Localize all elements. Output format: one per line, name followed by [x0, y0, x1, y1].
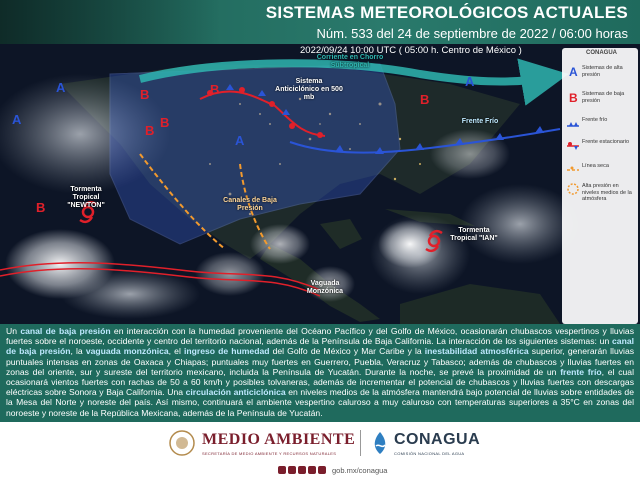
highlight: vaguada monzónica: [85, 346, 169, 357]
ian-label: Tormenta Tropical "IAN": [450, 227, 498, 242]
high-pressure-marker: A: [56, 80, 66, 95]
medio-ambiente-title: MEDIO AMBIENTE: [202, 431, 356, 448]
legend-item: Línea seca: [564, 160, 636, 186]
high-pressure-marker: A: [465, 74, 475, 89]
map-legend: [562, 48, 638, 324]
low-pressure-marker: B: [145, 123, 155, 138]
footer-divider: [360, 430, 361, 456]
weather-map: [0, 44, 640, 324]
legend-item: Frente estacionario: [564, 136, 636, 162]
low-pressure-marker: B: [140, 87, 150, 102]
low-pressure-marker: B: [160, 115, 170, 130]
low-pressure-marker: B: [420, 92, 430, 107]
low-pressure-marker: B: [210, 82, 220, 97]
anticyclone-label: Sistema Anticiclónico en 500 mb: [275, 78, 343, 101]
website-link[interactable]: gob.mx/conagua: [332, 465, 388, 475]
highlight: frente frío: [560, 366, 602, 377]
highlight: canal de baja presión: [6, 336, 634, 357]
footer: [0, 422, 640, 480]
facebook-icon[interactable]: [278, 466, 286, 474]
instagram-icon[interactable]: [298, 466, 306, 474]
forecast-text: Un canal de baja presión en interacción con la humedad proveniente del Océano Pacífico y del Golfo de México, ocasionarán chubascos vespertinos y lluvias fuertes sobre el noroeste, occidente y centro del territorio nacional, además de la Península de Baja California. La interacción de los siguientes sistemas: un canal de baja presión, la vaguada monzónica, el ingreso de humedad del Golfo de México y Mar Caribe y la inestabilidad atmosférica superior, generarán lluvias puntuales intensas en zonas de Oaxaca y Chiapas; puntuales muy fuertes en Guerrero, Puebla, Veracruz y Tabasco; además de chubascos y lluvias fuertes en zonas del oriente, sur y sureste del territorio mexicano, incluida la Península de Yucatán. Durante la noche, se prevé la proximidad de un frente frío, el cual ocasionará vientos fuertes con rachas de 50 a 60 km/h y posibles tolvaneras, además de incrementar el potencial de chubascos y lluvias fuertes con descargas eléctricas sobre Sonora y Baja California. Una circulación anticiclónica en niveles medios de la atmósfera mantendrá bajo potencial de lluvias sobre entidades de la Mesa del Norte y noreste del país. Así mismo, continuará el ambiente vespertino caluroso a muy caluroso con temperaturas superiores a 35°C en zonas del noroeste y noreste de la República Mexicana, además de la Península de Yucatán.: [0, 324, 640, 422]
monsoon-label: Vaguada Monzónica: [306, 280, 344, 295]
legend-item: B Sistemas de baja presión: [564, 88, 636, 114]
jet-stream-label: Corriente en Chorro Subtropical: [316, 54, 384, 69]
svg-text:B: B: [569, 91, 578, 104]
legend-logo: CONAGUA: [586, 50, 617, 56]
high-pressure-marker: A: [235, 133, 245, 148]
conagua-subtitle: COMISIÓN NACIONAL DEL AGUA: [394, 451, 465, 456]
cold-front-icon: [566, 116, 580, 130]
dry-line-icon: [566, 162, 580, 176]
medio-ambiente-seal-icon: [168, 428, 196, 458]
highlight: canal de baja presión: [20, 326, 111, 336]
youtube-icon[interactable]: [308, 466, 316, 474]
mid-level-high-icon: [566, 182, 580, 196]
page-subtitle: Núm. 533 del 24 de septiembre de 2022 / 06:00 horas: [316, 26, 628, 41]
svg-text:A: A: [569, 65, 578, 78]
legend-item: Frente frío: [564, 114, 636, 140]
social-links: [278, 464, 387, 476]
legend-item: A Sistemas de alta presión: [564, 62, 636, 88]
medio-ambiente-subtitle: SECRETARÍA DE MEDIO AMBIENTE Y RECURSOS NATURALES: [202, 451, 337, 456]
cold-front-label: Frente Frío: [461, 118, 499, 125]
conagua-logo-icon: [370, 430, 390, 456]
high-pressure-marker: A: [12, 112, 22, 127]
low-pressure-marker: B: [36, 200, 46, 215]
low-pressure-icon: [566, 90, 580, 104]
twitter-icon[interactable]: [288, 466, 296, 474]
newton-label: Tormenta Tropical "NEWTON": [67, 186, 105, 209]
web-icon[interactable]: [318, 466, 326, 474]
page-title: SISTEMAS METEOROLÓGICOS ACTUALES: [265, 3, 628, 22]
highlight: inestabilidad atmosférica: [424, 346, 529, 357]
conagua-title: CONAGUA: [394, 431, 481, 448]
legend-item: Alta presión en niveles medios de la atmósfera: [564, 180, 636, 212]
header-accent: [0, 0, 220, 44]
highlight: circulación anticiclónica: [185, 387, 286, 398]
highlight: ingreso de humedad: [183, 346, 270, 357]
map-timestamp: 2022/09/24 10:00 UTC ( 05:00 h. Centro de México ): [300, 45, 522, 56]
channels-label: Canales de Baja Presión: [223, 197, 277, 212]
high-pressure-icon: [566, 64, 580, 78]
header-bar: [0, 0, 640, 44]
stationary-front-icon: [566, 138, 580, 152]
